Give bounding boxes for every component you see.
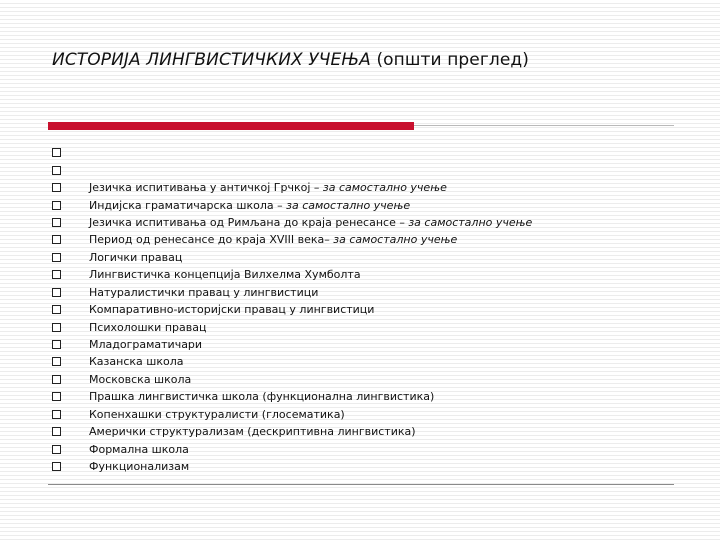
list-item-text [89,233,457,246]
list-item-note: за самостално учење [333,233,458,247]
list-item-text [89,286,318,299]
list-item-label: Компаративно-историјски правац у лингвистици [89,303,375,317]
list-item [52,318,207,335]
square-bullet-icon [52,340,61,349]
list-item-label: Психолошки правац [89,320,207,334]
list-item-text [89,338,202,351]
list-item [52,179,447,196]
list-item-text [89,390,434,403]
list-item [52,231,458,248]
page-title [52,50,529,70]
list-item-note: за самостално учење [408,215,533,229]
square-bullet-icon [52,253,61,262]
list-item [52,196,411,213]
list-item-text [89,321,206,334]
list-item-label: Период од ренесансе до краја XVIII века– [89,233,334,247]
list-item [52,371,192,388]
square-bullet-icon [52,462,61,471]
list-item [52,161,61,178]
square-bullet-icon [52,375,61,384]
list-item [52,284,319,301]
list-item-label: Прашка лингвистичка школа (функционална лингвистика) [89,390,435,404]
list-item-text [89,460,189,473]
list-item-label: Московска школа [89,372,192,386]
list-item-label: Младограматичари [89,338,203,352]
square-bullet-icon [52,357,61,366]
list-item-text [89,268,361,281]
list-item-text [89,216,532,229]
title-subtitle: (општи преглед) [376,50,530,70]
list-item-label: Лингвистичка концепција Вилхелма Хумболта [89,268,361,282]
list-item-label: Језичка испитивања од Римљана до краја ренесансе – [89,215,409,229]
list-item [52,144,61,161]
title-main: ИСТОРИЈА ЛИНГВИСТИЧКИХ УЧЕЊА [52,50,371,70]
square-bullet-icon [52,183,61,192]
square-bullet-icon [52,270,61,279]
list-item [52,214,533,231]
list-item [52,423,416,440]
square-bullet-icon [52,201,61,210]
list-item-text [89,355,183,368]
square-bullet-icon [52,305,61,314]
square-bullet-icon [52,410,61,419]
list-item [52,249,183,266]
bottom-divider [48,484,674,485]
list-item-label: Логички правац [89,250,183,264]
list-item [52,301,375,318]
list-item [52,388,435,405]
square-bullet-icon [52,427,61,436]
list-item-label: Копенхашки структуралисти (глосематика) [89,407,345,421]
list-item-label: Функционализам [89,460,190,474]
list-item-text [89,373,191,386]
list-item-text [89,443,189,456]
list-item-label: Казанска школа [89,355,184,369]
square-bullet-icon [52,445,61,454]
square-bullet-icon [52,392,61,401]
list-item-text [89,181,447,194]
list-item-label: Језичка испитивања у античкој Грчкој – [89,181,323,195]
list-item-note: за самостално учење [286,198,411,212]
square-bullet-icon [52,166,61,175]
list-item-label: Индијска граматичарска школа – [89,198,287,212]
square-bullet-icon [52,218,61,227]
list-item [52,458,190,475]
list-item-text [89,303,374,316]
list-item-label: Натуралистички правац у лингвистици [89,285,319,299]
list-item [52,266,361,283]
square-bullet-icon [52,323,61,332]
square-bullet-icon [52,148,61,157]
list-item-text [89,199,410,212]
topic-list [52,144,533,475]
square-bullet-icon [52,235,61,244]
list-item-label: Формална школа [89,442,189,456]
list-item-text [89,425,416,438]
list-item [52,406,345,423]
list-item [52,353,184,370]
square-bullet-icon [52,288,61,297]
list-item [52,336,203,353]
list-item-text [89,408,345,421]
list-item-label: Амерички структурализам (дескриптивна лингвистика) [89,425,416,439]
list-item [52,440,189,457]
accent-bar [48,122,414,130]
list-item-text [89,251,182,264]
list-item-note: за самостално учење [322,181,447,195]
